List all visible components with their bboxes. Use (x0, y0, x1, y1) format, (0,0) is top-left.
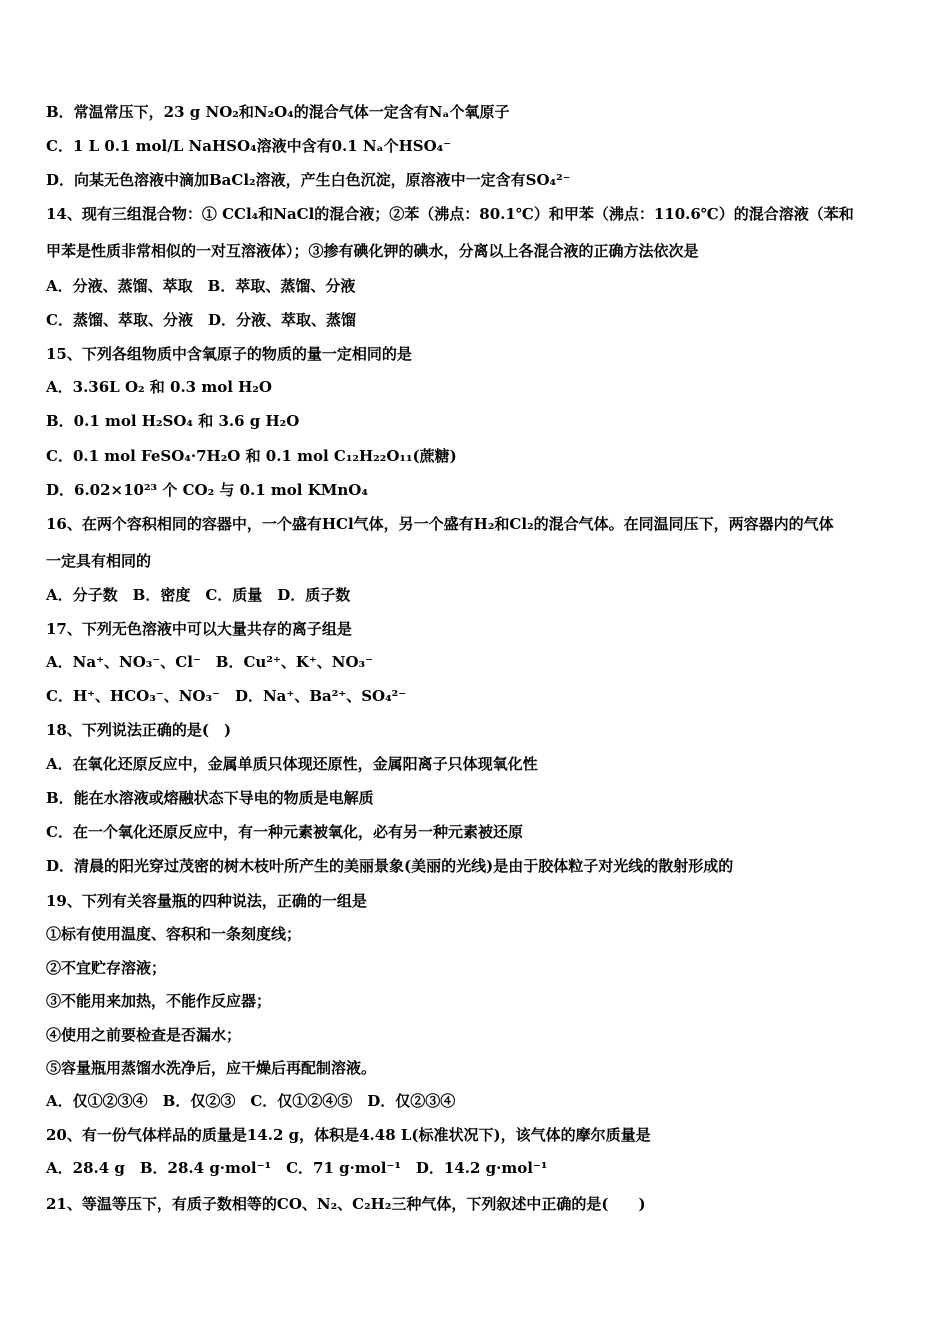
text-line: A．在氧化还原反应中，金属单质只体现还原性，金属阳离子只体现氧化性 (46, 755, 538, 773)
text-line: A．仅①②③④ B．仅②③ C．仅①②④⑤ D．仅②③④ (46, 1092, 456, 1110)
text-line: C．0.1 mol FeSO₄·7H₂O 和 0.1 mol C₁₂H₂₂O₁₁(蔗糖) (46, 447, 457, 465)
text-line: D．6.02×10²³ 个 CO₂ 与 0.1 mol KMnO₄ (46, 481, 368, 499)
text-line: ②不宜贮存溶液； (46, 959, 167, 977)
text-line: 17、下列无色溶液中可以大量共存的离子组是 (46, 620, 352, 638)
text-line: 14、现有三组混合物：① CCl₄和NaCl的混合液；②苯（沸点：80.1℃）和甲苯（沸点：110.6℃）的混合溶液（苯和 (46, 205, 854, 223)
text-line: D．向某无色溶液中滴加BaCl₂溶液，产生白色沉淀，原溶液中一定含有SO₄²⁻ (46, 171, 571, 189)
text-line: A．分液、蒸馏、萃取 B．萃取、蒸馏、分液 (46, 277, 356, 295)
text-line: C．蒸馏、萃取、分液 D．分液、萃取、蒸馏 (46, 311, 356, 329)
text-line: A．3.36L O₂ 和 0.3 mol H₂O (46, 378, 272, 396)
text-line: B．能在水溶液或熔融状态下导电的物质是电解质 (46, 789, 374, 807)
text-line: 甲苯是性质非常相似的一对互溶液体）；③掺有碘化钾的碘水，分离以上各混合液的正确方法依次是 (46, 242, 699, 260)
text-line: C．1 L 0.1 mol/L NaHSO₄溶液中含有0.1 Nₐ个HSO₄⁻ (46, 137, 452, 155)
text-line: A．28.4 g B．28.4 g·mol⁻¹ C．71 g·mol⁻¹ D．14.2 g·mol⁻¹ (46, 1159, 548, 1177)
text-line: B．0.1 mol H₂SO₄ 和 3.6 g H₂O (46, 412, 300, 430)
text-line: A．分子数 B．密度 C．质量 D．质子数 (46, 586, 351, 604)
text-line: C．在一个氧化还原反应中，有一种元素被氧化，必有另一种元素被还原 (46, 823, 523, 841)
text-line: ⑤容量瓶用蒸馏水洗净后，应干燥后再配制溶液。 (46, 1059, 377, 1077)
text-line: 16、在两个容积相同的容器中，一个盛有HCl气体，另一个盛有H₂和Cl₂的混合气体。在同温同压下，两容器内的气体 (46, 515, 834, 533)
text-line: D．清晨的阳光穿过茂密的树木枝叶所产生的美丽景象(美丽的光线)是由于胶体粒子对光线的散射形成的 (46, 857, 734, 875)
text-line: ④使用之前要检查是否漏水； (46, 1026, 242, 1044)
text-line: 15、下列各组物质中含氧原子的物质的量一定相同的是 (46, 345, 412, 363)
text-line: C．H⁺、HCO₃⁻、NO₃⁻ D．Na⁺、Ba²⁺、SO₄²⁻ (46, 687, 407, 705)
text-line: 20、有一份气体样品的质量是14.2 g，体积是4.48 L(标准状况下)，该气体的摩尔质量是 (46, 1126, 651, 1144)
text-line: 21、等温等压下，有质子数相等的CO、N₂、C₂H₂三种气体，下列叙述中正确的是( ) (46, 1195, 646, 1213)
text-line: 一定具有相同的 (46, 552, 152, 570)
text-line: ③不能用来加热，不能作反应器； (46, 992, 272, 1010)
text-line: B．常温常压下，23 g NO₂和N₂O₄的混合气体一定含有Nₐ个氧原子 (46, 103, 510, 121)
text-line: A．Na⁺、NO₃⁻、Cl⁻ B．Cu²⁺、K⁺、NO₃⁻ (46, 653, 374, 671)
text-line: 18、下列说法正确的是( ) (46, 721, 232, 739)
text-line: ①标有使用温度、容积和一条刻度线； (46, 925, 302, 943)
text-line: 19、下列有关容量瓶的四种说法，正确的一组是 (46, 892, 367, 910)
